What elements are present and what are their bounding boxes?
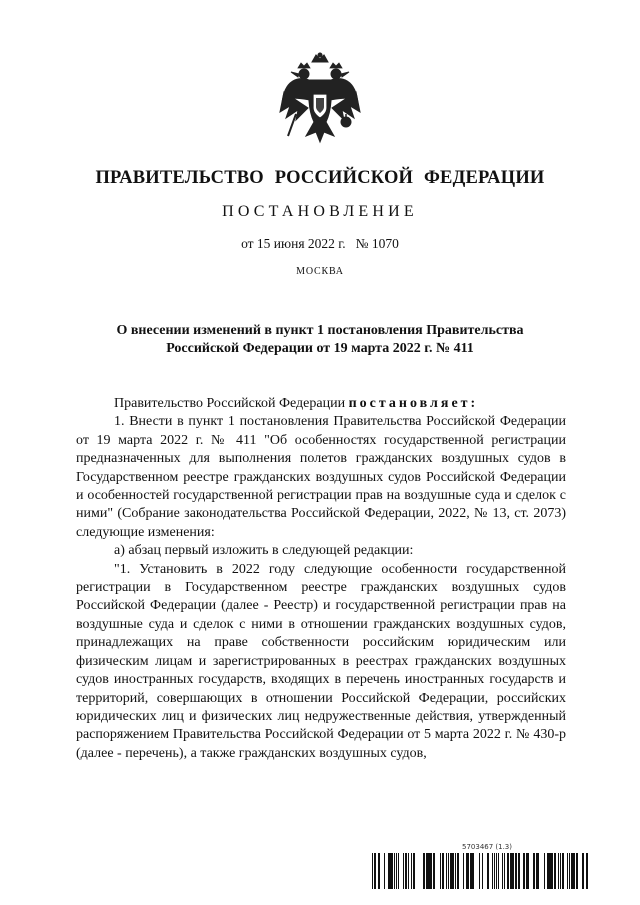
decree-date-line: [0, 236, 640, 252]
subject-line-2: Российской Федерации от 19 марта 2022 г. № 411: [166, 340, 474, 356]
decree-city: МОСКВА: [296, 266, 344, 277]
intro-prefix: Правительство Российской Федерации: [114, 396, 346, 411]
barcode-icon: [372, 853, 590, 889]
decree-kind: ПОСТАНОВЛЕНИЕ: [222, 203, 418, 220]
subject-line-1: О внесении изменений в пункт 1 постановления Правительства: [116, 323, 524, 338]
government-title: ПРАВИТЕЛЬСТВО РОССИЙСКОЙ ФЕДЕРАЦИИ: [95, 168, 545, 188]
barcode-number: 5703467 (1.3): [462, 843, 512, 851]
paragraph-1: 1. Внести в пункт 1 постановления Правительства Российской Федерации от 19 марта 2022 г. № 411 "Об особенностях государственной регистрации предназначенных для выполнения полетов гражданских воздушных судов в Государственном реестре гражданских воздушных судов Российской Федерации и особенностей государственной регистрации прав на воздушные суда и сделок с ними" (Собрание законодательства Российской Федерации, 2022, № 13, ст. 2073) следующие изменения:: [76, 414, 566, 540]
coat-of-arms-icon: [276, 52, 364, 148]
intro-keyword: постановляет:: [348, 396, 479, 411]
decree-body: [76, 395, 566, 763]
paragraph-2: а) абзац первый изложить в следующей редакции:: [114, 543, 414, 559]
paragraph-3: "1. Установить в 2022 году следующие особенности государственной регистрации в Государственном реестре гражданских воздушных судов Российской Федерации (далее - Реестр) и государственной регистрации прав на воздушные суда и сделок с ними в отношении гражданских воздушных судов, принадлежащих на праве собственности российским юридическим или физическим лицам и зарегистрированных в реестрах гражданских воздушных судов иностранных государств, входящих в перечень иностранных государств и территорий, совершающих в отношении Российской Федерации, российских юридических лиц и физических лиц недружественные действия, утвержденный распоряжением Правительства Российской Федерации от 5 марта 2022 г. № 430-р (далее - перечень), а также гражданских воздушных судов,: [76, 561, 566, 761]
decree-subject: [0, 322, 640, 357]
decree-date: от 15 июня 2022 г.: [241, 236, 346, 251]
intro-paragraph: [76, 395, 566, 413]
decree-number: № 1070: [355, 236, 399, 251]
